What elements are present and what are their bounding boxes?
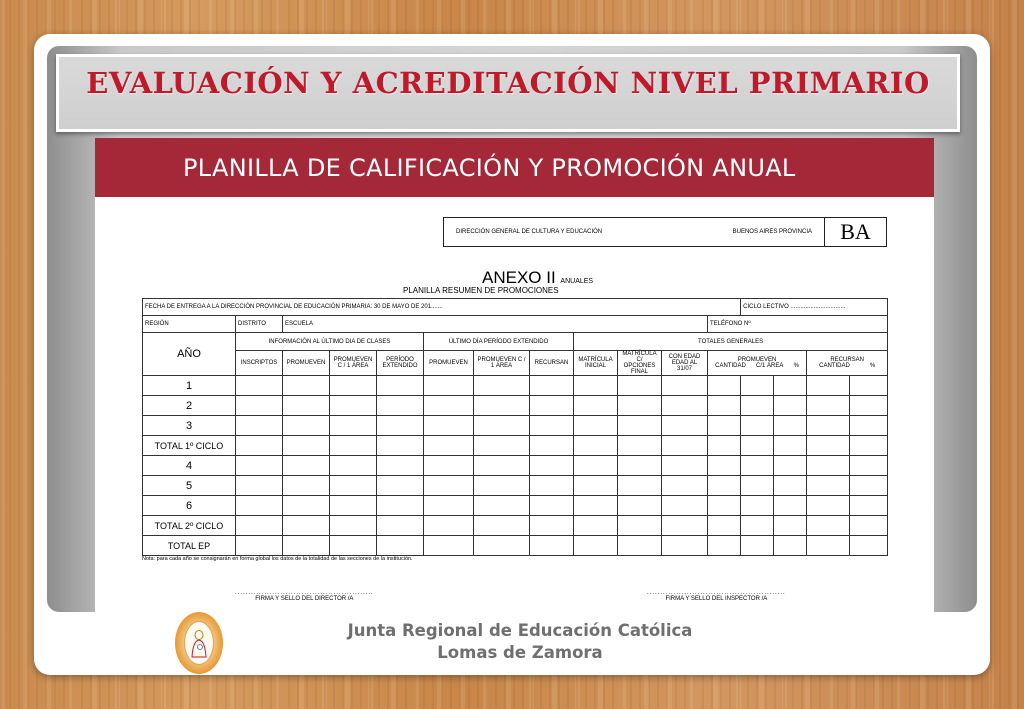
h-recursan2-group (807, 351, 888, 376)
data-cell (530, 516, 574, 536)
data-cell (618, 496, 662, 516)
data-cell (574, 416, 618, 436)
data-cell (330, 476, 377, 496)
h-promueven-area2: PROMUEVEN C / 1 ÁREA (474, 351, 530, 376)
data-cell (741, 436, 774, 456)
footer (320, 620, 720, 664)
data-cell (708, 516, 741, 536)
data-cell (283, 516, 330, 536)
data-cell (807, 456, 850, 476)
footer-line1: Junta Regional de Educación Católica (347, 621, 693, 640)
header-left-text: DIRECCIÓN GENERAL DE CULTURA Y EDUCACIÓN (456, 229, 603, 235)
h-cantidad: CANTIDAD (715, 363, 746, 369)
data-cell (618, 536, 662, 556)
data-cell (807, 536, 850, 556)
data-cell (330, 496, 377, 516)
data-cell (618, 476, 662, 496)
row-label: 6 (143, 496, 236, 516)
h-promueven3-sub (710, 363, 804, 369)
table-row (143, 516, 888, 536)
data-cell (774, 516, 807, 536)
data-cell (574, 536, 618, 556)
data-cell (283, 456, 330, 476)
data-cell (530, 436, 574, 456)
data-cell (530, 476, 574, 496)
row-label: 2 (143, 396, 236, 416)
data-cell (236, 376, 283, 396)
data-cell (474, 496, 530, 516)
data-cell (424, 396, 474, 416)
header-box (443, 217, 887, 247)
firma-inspector-label: FIRMA Y SELLO DEL INSPECTOR /A (665, 596, 768, 602)
data-cell (662, 496, 708, 516)
h-recursan2-sub (809, 363, 885, 369)
h-mat-inicial: MATRÍCULA INICIAL (574, 351, 618, 376)
distrito-cell: DISTRITO (236, 316, 283, 333)
data-cell (807, 416, 850, 436)
h-cantidad2: CANTIDAD (819, 363, 850, 369)
data-cell (807, 436, 850, 456)
data-cell (708, 376, 741, 396)
data-cell (283, 496, 330, 516)
data-cell (377, 536, 424, 556)
data-cell (377, 516, 424, 536)
data-cell (474, 396, 530, 416)
data-cell (330, 416, 377, 436)
data-cell (424, 536, 474, 556)
data-cell (574, 436, 618, 456)
footer-line2: Lomas de Zamora (437, 643, 603, 662)
anexo-small: ANUALES (560, 278, 594, 285)
data-cell (574, 476, 618, 496)
table-row (143, 476, 888, 496)
doc-banner (95, 138, 934, 197)
data-cell (377, 476, 424, 496)
h-mat-final (618, 351, 662, 376)
table-row (143, 416, 888, 436)
escuela-cell: ESCUELA (283, 316, 708, 333)
row-label: 4 (143, 456, 236, 476)
row-label: 3 (143, 416, 236, 436)
data-cell (708, 476, 741, 496)
data-cell (662, 536, 708, 556)
data-cell (236, 516, 283, 536)
data-cell (377, 396, 424, 416)
data-cell (236, 536, 283, 556)
data-cell (530, 416, 574, 436)
logo-inner (184, 621, 214, 665)
data-cell (330, 456, 377, 476)
data-cell (850, 496, 888, 516)
telefono-cell: TELÉFONO Nº (708, 316, 888, 333)
data-cell (236, 396, 283, 416)
data-cell (474, 416, 530, 436)
data-cell (530, 376, 574, 396)
table-body (143, 376, 888, 556)
data-cell (530, 536, 574, 556)
data-cell (774, 376, 807, 396)
data-cell (424, 456, 474, 476)
data-cell (474, 536, 530, 556)
data-cell (850, 536, 888, 556)
data-cell (618, 436, 662, 456)
data-cell (530, 456, 574, 476)
data-cell (474, 476, 530, 496)
data-cell (618, 396, 662, 416)
h-edad-label: EDAD AL 31/07 (671, 360, 698, 372)
data-cell (377, 376, 424, 396)
data-cell (283, 416, 330, 436)
data-cell (574, 396, 618, 416)
group-info-header: INFORMACIÓN AL ÚLTIMO DIA DE CLASES (236, 333, 424, 351)
data-cell (283, 476, 330, 496)
data-cell (662, 416, 708, 436)
data-cell (330, 376, 377, 396)
firma-director-label: FIRMA Y SELLO DEL DIRECTOR /A (255, 596, 354, 602)
h-mat-final-top: MATRÍCULA C/ OPCIONES (622, 351, 657, 369)
h-mat-final-label: FINAL (630, 369, 648, 375)
h-inscriptos: INSCRIPTOS (236, 351, 283, 376)
form-document (95, 138, 934, 612)
data-cell (850, 436, 888, 456)
data-cell (807, 496, 850, 516)
data-cell (330, 396, 377, 416)
h-promueven: PROMUEVEN (283, 351, 330, 376)
data-cell (474, 516, 530, 536)
data-cell (850, 396, 888, 416)
data-cell (708, 396, 741, 416)
table-row (143, 436, 888, 456)
data-cell (850, 476, 888, 496)
data-cell (236, 416, 283, 436)
data-cell (741, 416, 774, 436)
h-promueven2: PROMUEVEN (424, 351, 474, 376)
data-cell (708, 456, 741, 476)
data-cell (774, 536, 807, 556)
ciclo-cell: CICLO LECTIVO ................................. (741, 299, 888, 316)
h-recursan2: RECURSAN (830, 357, 864, 363)
data-cell (377, 436, 424, 456)
data-cell (330, 436, 377, 456)
data-cell (850, 516, 888, 536)
data-cell (807, 376, 850, 396)
data-cell (236, 456, 283, 476)
data-cell (774, 496, 807, 516)
data-cell (236, 436, 283, 456)
h-pct2: % (869, 363, 876, 369)
region-cell: REGIÓN (143, 316, 236, 333)
data-cell (530, 396, 574, 416)
data-cell (774, 456, 807, 476)
data-cell (662, 396, 708, 416)
table-row (143, 536, 888, 556)
data-cell (424, 376, 474, 396)
row-label: TOTAL 1º CICLO (143, 436, 236, 456)
data-cell (618, 376, 662, 396)
form-subtitle: PLANILLA RESUMEN DE PROMOCIONES (403, 286, 559, 295)
data-cell (807, 476, 850, 496)
data-cell (377, 496, 424, 516)
data-cell (708, 436, 741, 456)
table-row (143, 456, 888, 476)
group-tot-header: TOTALES GENERALES (574, 333, 888, 351)
h-promueven-area: PROMUEVEN C / 1 ÁREA (330, 351, 377, 376)
data-cell (377, 416, 424, 436)
data-cell (474, 376, 530, 396)
firma-director (235, 590, 374, 602)
virgin-mary-logo-icon (175, 612, 223, 674)
data-cell (618, 516, 662, 536)
firma-inspector (647, 590, 786, 602)
data-cell (424, 416, 474, 436)
data-cell (424, 476, 474, 496)
data-cell (377, 456, 424, 476)
h-pct: % (793, 363, 799, 369)
data-cell (774, 396, 807, 416)
row-label: 5 (143, 476, 236, 496)
table-row (143, 496, 888, 516)
h-promueven3-group (708, 351, 807, 376)
data-cell (574, 516, 618, 536)
data-cell (708, 416, 741, 436)
firma-director-line: .................................................... (235, 590, 374, 596)
header-right-text: BUENOS AIRES PROVINCIA (732, 229, 812, 235)
h-promueven3: PROMUEVEN (737, 357, 777, 363)
data-cell (330, 536, 377, 556)
h-edad (662, 351, 708, 376)
data-cell (741, 456, 774, 476)
promotions-table (142, 298, 888, 556)
anexo-title (482, 268, 593, 288)
table-row (143, 376, 888, 396)
table-row (143, 396, 888, 416)
data-cell (774, 476, 807, 496)
data-cell (741, 516, 774, 536)
data-cell (424, 436, 474, 456)
data-cell (618, 416, 662, 436)
row-label: TOTAL 2º CICLO (143, 516, 236, 536)
data-cell (474, 456, 530, 476)
anexo-label: ANEXO II (482, 268, 556, 287)
data-cell (530, 496, 574, 516)
data-cell (662, 376, 708, 396)
data-cell (662, 516, 708, 536)
data-cell (807, 396, 850, 416)
data-cell (807, 516, 850, 536)
data-cell (850, 456, 888, 476)
data-cell (774, 416, 807, 436)
data-cell (708, 536, 741, 556)
data-cell (741, 476, 774, 496)
data-cell (283, 396, 330, 416)
data-cell (662, 476, 708, 496)
h-recursan: RECURSAN (530, 351, 574, 376)
data-cell (574, 456, 618, 476)
form-note: Nota: para cada año se consignarán en forma global los datos de la totalidad de las secciones de la institución. (142, 556, 413, 562)
data-cell (424, 516, 474, 536)
row-label: TOTAL EP (143, 536, 236, 556)
fecha-cell: FECHA DE ENTREGA A LA DIRECCIÓN PROVINCIAL DE EDUCACIÓN PRIMARIA: 30 DE MAYO DE 201....... (143, 299, 741, 316)
data-cell (708, 496, 741, 516)
group-ext-header: ÚLTIMO DÍA PERÍODO EXTENDIDO (424, 333, 574, 351)
data-cell (283, 376, 330, 396)
data-cell (662, 456, 708, 476)
data-cell (283, 436, 330, 456)
data-cell (236, 476, 283, 496)
data-cell (618, 456, 662, 476)
doc-banner-text: PLANILLA DE CALIFICACIÓN Y PROMOCIÓN ANUAL (183, 153, 796, 182)
data-cell (236, 496, 283, 516)
data-cell (741, 496, 774, 516)
data-cell (741, 376, 774, 396)
data-cell (474, 436, 530, 456)
logo-figure-icon (188, 627, 210, 659)
data-cell (741, 396, 774, 416)
data-cell (330, 516, 377, 536)
firma-inspector-line: .................................................... (647, 590, 786, 596)
data-cell (424, 496, 474, 516)
slide-title: EVALUACIÓN Y ACREDITACIÓN NIVEL PRIMARIO (86, 66, 930, 100)
data-cell (283, 536, 330, 556)
row-label: 1 (143, 376, 236, 396)
data-cell (574, 376, 618, 396)
anio-header: AÑO (143, 333, 236, 376)
data-cell (850, 376, 888, 396)
data-cell (574, 496, 618, 516)
ba-code: BA (824, 218, 886, 246)
data-cell (662, 436, 708, 456)
title-box (56, 54, 960, 132)
h-edad-top: CON EDAD (668, 354, 701, 360)
data-cell (741, 536, 774, 556)
data-cell (850, 416, 888, 436)
data-cell (774, 436, 807, 456)
h-c1area: C/1 ÁREA (756, 363, 784, 369)
h-periodo: PERÍODO EXTENDIDO (377, 351, 424, 376)
